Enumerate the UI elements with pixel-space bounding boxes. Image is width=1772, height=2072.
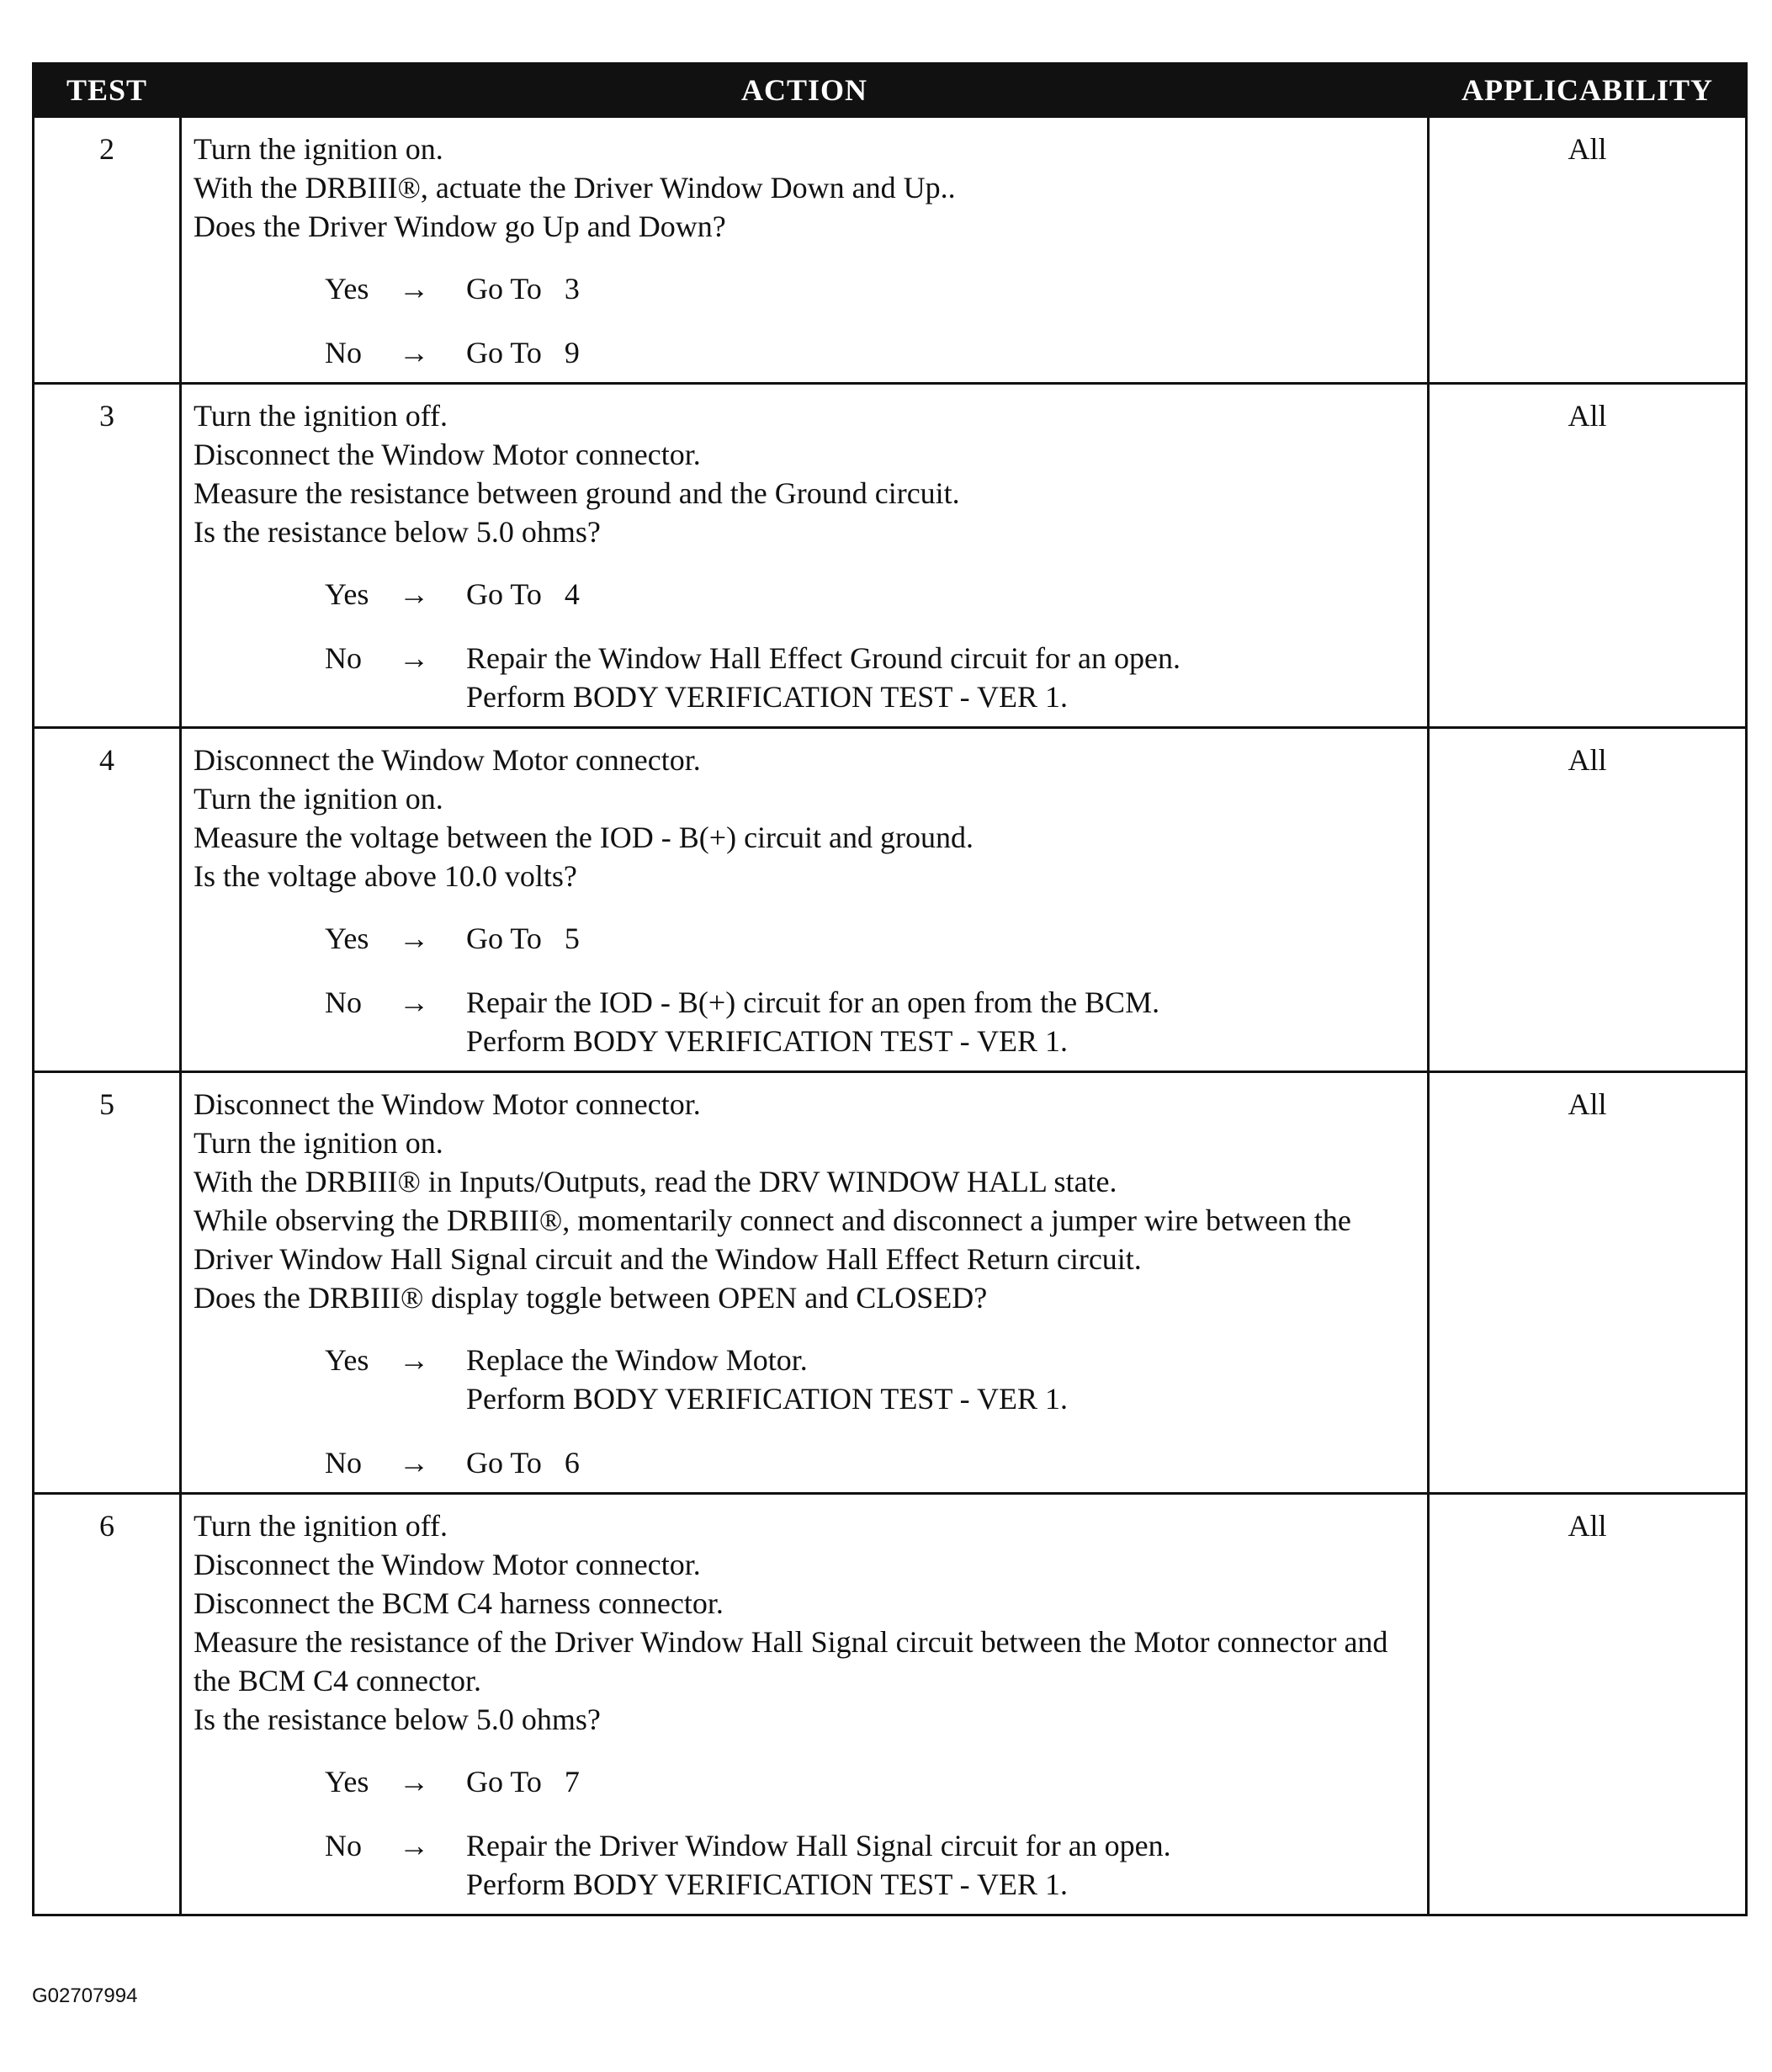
result-line: Perform BODY VERIFICATION TEST - VER 1. — [466, 1024, 1069, 1058]
right-arrow-icon: → — [399, 577, 429, 611]
action-cell — [181, 384, 1429, 728]
table-row — [34, 728, 1747, 1072]
right-arrow-icon: → — [399, 641, 429, 675]
result-line: Repair the Window Hall Effect Ground circuit for an open. — [466, 641, 1180, 675]
right-arrow-icon: → — [399, 986, 429, 1019]
outcome-result — [466, 269, 1419, 308]
applicability-value: All — [1429, 1072, 1747, 1494]
action-step: Measure the voltage between the IOD - B(+) circuit and ground. — [194, 821, 974, 854]
outcome-yes — [325, 269, 1419, 308]
table-row — [34, 1494, 1747, 1915]
action-cell — [181, 728, 1429, 1072]
outcome-no — [325, 983, 1419, 1060]
action-step: Disconnect the BCM C4 harness connector. — [194, 1586, 724, 1620]
action-step: Measure the resistance between ground and the Ground circuit. — [194, 476, 960, 510]
applicability-value: All — [1429, 384, 1747, 728]
action-step: Turn the ignition on. — [194, 132, 443, 166]
applicability-value: All — [1429, 117, 1747, 384]
result-line: Perform BODY VERIFICATION TEST - VER 1. — [466, 1382, 1069, 1416]
outcome-yes — [325, 1341, 1419, 1418]
right-arrow-icon: → — [399, 336, 429, 369]
outcome-answer: No — [325, 1446, 362, 1480]
action-step: With the DRBIII®, actuate the Driver Window Down and Up.. — [194, 171, 956, 205]
action-cell — [181, 1072, 1429, 1494]
action-step: Turn the ignition on. — [194, 782, 443, 816]
action-step: Does the Driver Window go Up and Down? — [194, 210, 726, 243]
outcome-no — [325, 639, 1419, 716]
table-body — [34, 117, 1747, 1915]
table-row — [34, 117, 1747, 384]
test-number: 4 — [34, 728, 181, 1072]
result-line: Go To 7 — [466, 1765, 580, 1798]
outcome-list — [325, 269, 1419, 372]
outcome-result — [466, 575, 1419, 614]
result-line: Go To 4 — [466, 577, 580, 611]
action-step: Disconnect the Window Motor connector. — [194, 1548, 701, 1581]
outcome-list — [325, 919, 1419, 1060]
action-step: Disconnect the Window Motor connector. — [194, 743, 701, 777]
action-cell — [181, 117, 1429, 384]
action-step: Does the DRBIII® display toggle between OPEN and CLOSED? — [194, 1281, 988, 1315]
outcome-answer: Yes — [325, 1765, 369, 1798]
action-cell — [181, 1494, 1429, 1915]
action-step: Turn the ignition off. — [194, 1509, 448, 1543]
right-arrow-icon: → — [399, 272, 429, 305]
action-step: Is the resistance below 5.0 ohms? — [194, 515, 601, 549]
outcome-result — [466, 1443, 1419, 1482]
table-row — [34, 384, 1747, 728]
action-step: Disconnect the Window Motor connector. — [194, 438, 701, 471]
header-test: TEST — [34, 64, 181, 117]
diagnostic-test-table — [32, 62, 1748, 1916]
outcome-yes — [325, 1762, 1419, 1801]
right-arrow-icon: → — [399, 1446, 429, 1480]
outcome-answer: Yes — [325, 272, 369, 305]
action-step: Measure the resistance of the Driver Window Hall Signal circuit between the Motor connector and the BCM C4 connector. — [194, 1625, 1388, 1697]
outcome-result — [466, 1762, 1419, 1801]
outcome-yes — [325, 575, 1419, 614]
outcome-result — [466, 639, 1419, 716]
test-number: 6 — [34, 1494, 181, 1915]
result-line: Repair the IOD - B(+) circuit for an open from the BCM. — [466, 986, 1160, 1019]
outcome-list — [325, 1762, 1419, 1904]
header-action: ACTION — [181, 64, 1429, 117]
outcome-result — [466, 333, 1419, 372]
result-line: Perform BODY VERIFICATION TEST - VER 1. — [466, 680, 1069, 714]
action-step: Turn the ignition off. — [194, 399, 448, 433]
table-row — [34, 1072, 1747, 1494]
outcome-result — [466, 983, 1419, 1060]
applicability-value: All — [1429, 728, 1747, 1072]
applicability-value: All — [1429, 1494, 1747, 1915]
action-step: With the DRBIII® in Inputs/Outputs, read the DRV WINDOW HALL state. — [194, 1165, 1117, 1198]
action-step: Disconnect the Window Motor connector. — [194, 1087, 701, 1121]
outcome-result — [466, 1826, 1419, 1904]
outcome-no — [325, 1443, 1419, 1482]
outcome-list — [325, 1341, 1419, 1482]
outcome-answer: Yes — [325, 1343, 369, 1377]
outcome-yes — [325, 919, 1419, 958]
action-step: Is the voltage above 10.0 volts? — [194, 859, 577, 893]
outcome-result — [466, 919, 1419, 958]
result-line: Repair the Driver Window Hall Signal circuit for an open. — [466, 1829, 1171, 1862]
result-line: Go To 6 — [466, 1446, 580, 1480]
result-line: Perform BODY VERIFICATION TEST - VER 1. — [466, 1867, 1069, 1901]
outcome-answer: Yes — [325, 922, 369, 955]
result-line: Go To 5 — [466, 922, 580, 955]
action-step: Is the resistance below 5.0 ohms? — [194, 1703, 601, 1736]
outcome-result — [466, 1341, 1419, 1418]
outcome-answer: No — [325, 986, 362, 1019]
outcome-answer: No — [325, 336, 362, 369]
outcome-answer: Yes — [325, 577, 369, 611]
right-arrow-icon: → — [399, 1765, 429, 1798]
table-header-row — [34, 64, 1747, 117]
right-arrow-icon: → — [399, 1829, 429, 1862]
result-line: Go To 9 — [466, 336, 580, 369]
outcome-no — [325, 1826, 1419, 1904]
test-number: 3 — [34, 384, 181, 728]
right-arrow-icon: → — [399, 1343, 429, 1377]
action-step: Turn the ignition on. — [194, 1126, 443, 1160]
header-applicability: APPLICABILITY — [1429, 64, 1747, 117]
outcome-answer: No — [325, 641, 362, 675]
right-arrow-icon: → — [399, 922, 429, 955]
test-number: 5 — [34, 1072, 181, 1494]
result-line: Go To 3 — [466, 272, 580, 305]
test-number: 2 — [34, 117, 181, 384]
action-step: While observing the DRBIII®, momentarily connect and disconnect a jumper wire between the Driver Window Hall Signal circuit and the Window Hall Effect Return circuit. — [194, 1203, 1351, 1276]
outcome-list — [325, 575, 1419, 716]
figure-id: G02707994 — [32, 1984, 138, 2007]
result-line: Replace the Window Motor. — [466, 1343, 808, 1377]
outcome-no — [325, 333, 1419, 372]
outcome-answer: No — [325, 1829, 362, 1862]
